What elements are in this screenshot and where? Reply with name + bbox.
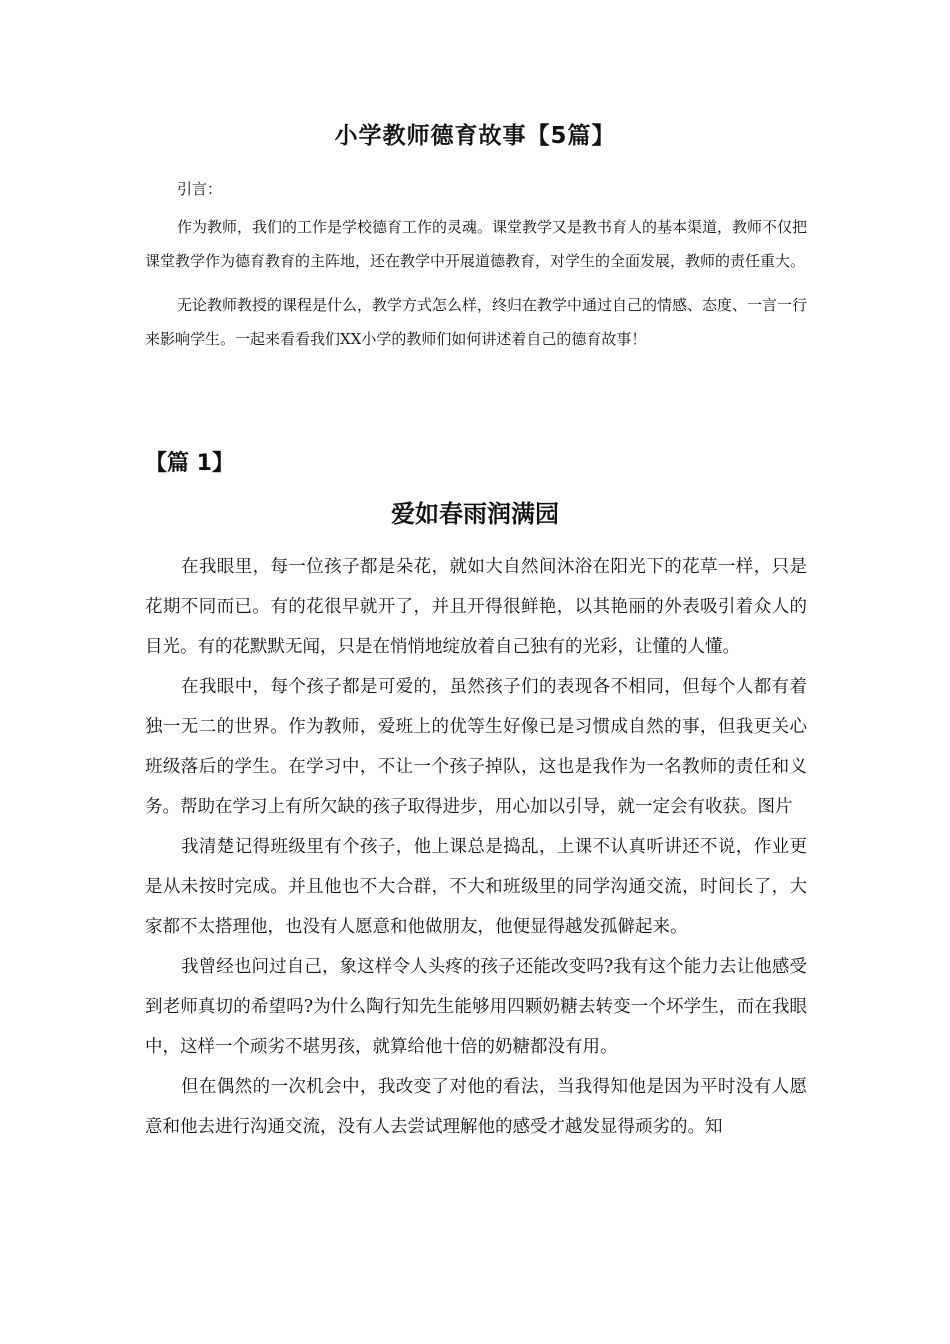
story-body <box>145 547 807 1147</box>
intro-paragraph: 作为教师，我们的工作是学校德育工作的灵魂。课堂教学又是教书育人的基本渠道，教师不仅把课堂教学作为德育教育的主阵地，还在教学中开展道德教育，对学生的全面发展，教师的责任重大。 <box>145 218 808 270</box>
story-paragraph: 我曾经也问过自己，象这样令人头疼的孩子还能改变吗?我有这个能力去让他感受到老师真切的希望吗?为什么陶行知先生能够用四颗奶糖去转变一个坏学生，而在我眼中，这样一个顽劣不堪男孩，就算给他十倍的奶糖都没有用。 <box>145 957 807 1057</box>
intro-section <box>145 172 807 366</box>
document-title: 小学教师德育故事【5篇】 <box>334 123 616 149</box>
intro-paragraph: 无论教师教授的课程是什么，教学方式怎么样，终归在教学中通过自己的情感、态度、一言一行来影响学生。一起来看看我们XX小学的教师们如何讲述着自己的德育故事！ <box>145 296 808 348</box>
story-paragraph: 我清楚记得班级里有个孩子，他上课总是捣乱，上课不认真听讲还不说，作业更是从未按时完成。并且他也不大合群，不大和班级里的同学沟通交流，时间长了，大家都不太搭理他，也没有人愿意和他做朋友，他便显得越发孤僻起来。 <box>145 837 807 937</box>
story-title: 爱如春雨润满园 <box>391 499 559 528</box>
intro-label: 引言： <box>177 180 223 198</box>
story-paragraph: 但在偶然的一次机会中，我改变了对他的看法，当我得知他是因为平时没有人愿意和他去进行沟通交流，没有人去尝试理解他的感受才越发显得顽劣的。知 <box>145 1077 807 1137</box>
section-heading: 【篇 1】 <box>145 451 234 476</box>
story-paragraph: 在我眼中，每个孩子都是可爱的，虽然孩子们的表现各不相同，但每个人都有着独一无二的世界。作为教师，爱班上的优等生好像已是习惯成自然的事，但我更关心班级落后的学生。在学习中，不让一个孩子掉队，这也是我作为一名教师的责任和义务。帮助在学习上有所欠缺的孩子取得进步，用心加以引导，就一定会有收获。图片 <box>145 677 807 817</box>
story-paragraph: 在我眼里，每一位孩子都是朵花，就如大自然间沐浴在阳光下的花草一样，只是花期不同而已。有的花很早就开了，并且开得很鲜艳，以其艳丽的外表吸引着众人的目光。有的花默默无闻，只是在悄悄地绽放着自己独有的光彩，让懂的人懂。 <box>145 557 807 657</box>
